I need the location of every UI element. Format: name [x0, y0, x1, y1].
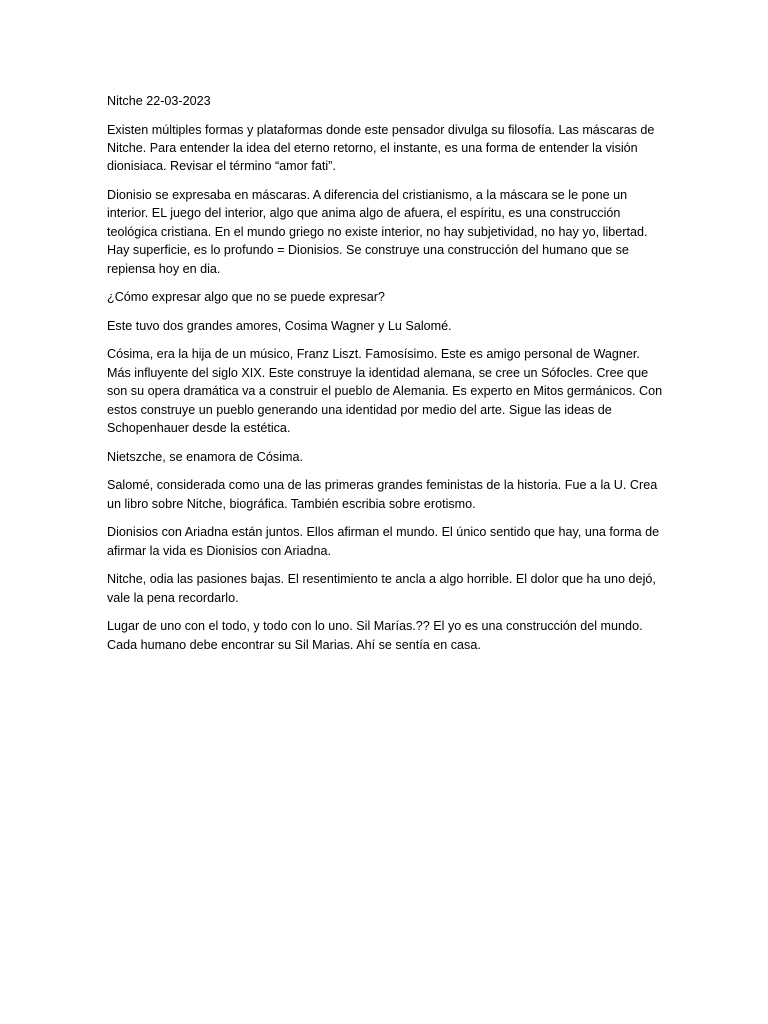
document-body: [107, 92, 663, 664]
paragraph-ariadna: Dionisios con Ariadna están juntos. Ellos afirman el mundo. El único sentido que hay, una forma de afirmar la vida es Dionisios con Ariadna.: [107, 525, 660, 558]
paragraph-question: ¿Cómo expresar algo que no se puede expresar?: [107, 290, 385, 305]
paragraph-nietzsche-cosima: Nietszche, se enamora de Cósima.: [107, 449, 303, 464]
paragraph-dionisio: Dionisio se expresaba en máscaras. A diferencia del cristianismo, a la máscara se le pone un interior. EL juego del interior, algo que anima algo de afuera, el espíritu, es una construcción teológica cristiana. En el mundo griego no existe interior, no hay subjetividad, no hay yo, libertad. Hay superficie, es lo profundo = Dionisios. Se construye una construcción del humano que se repiensa hoy en dia.: [107, 188, 648, 276]
paragraph-salome: Salomé, considerada como una de las primeras grandes feministas de la historia. Fue a la U. Crea un libro sobre Nitche, biográfica. También escribia sobre erotismo.: [107, 478, 658, 511]
paragraph-sil-maria: Lugar de uno con el todo, y todo con lo uno. Sil Marías.?? El yo es una construcción del mundo. Cada humano debe encontrar su Sil Marias. Ahí se sentía en casa.: [107, 619, 643, 652]
paragraph-pasiones: Nitche, odia las pasiones bajas. El resentimiento te ancla a algo horrible. El dolor que ha uno dejó, vale la pena recordarlo.: [107, 572, 656, 605]
paragraph-amores: Este tuvo dos grandes amores, Cosima Wagner y Lu Salomé.: [107, 318, 452, 333]
paragraph-mascaras: Existen múltiples formas y plataformas donde este pensador divulga su filosofía. Las máscaras de Nitche. Para entender la idea del eterno retorno, el instante, es una forma de entender la visión dionisiaca. Revisar el término “amor fati”.: [107, 122, 655, 174]
document-heading: Nitche 22-03-2023: [107, 94, 211, 108]
paragraph-cosima: Cósima, era la hija de un músico, Franz Liszt. Famosísimo. Este es amigo personal de Wagner. Más influyente del siglo XIX. Este construye la identidad alemana, se cree un Sófocles. Cree que son su opera dramática va a construir el pueblo de Alemania. Es experto en Mitos germánicos. Con estos construye un pueblo generando una identidad por medio del arte. Sigue las ideas de Schopenhauer desde la estética.: [107, 347, 663, 436]
